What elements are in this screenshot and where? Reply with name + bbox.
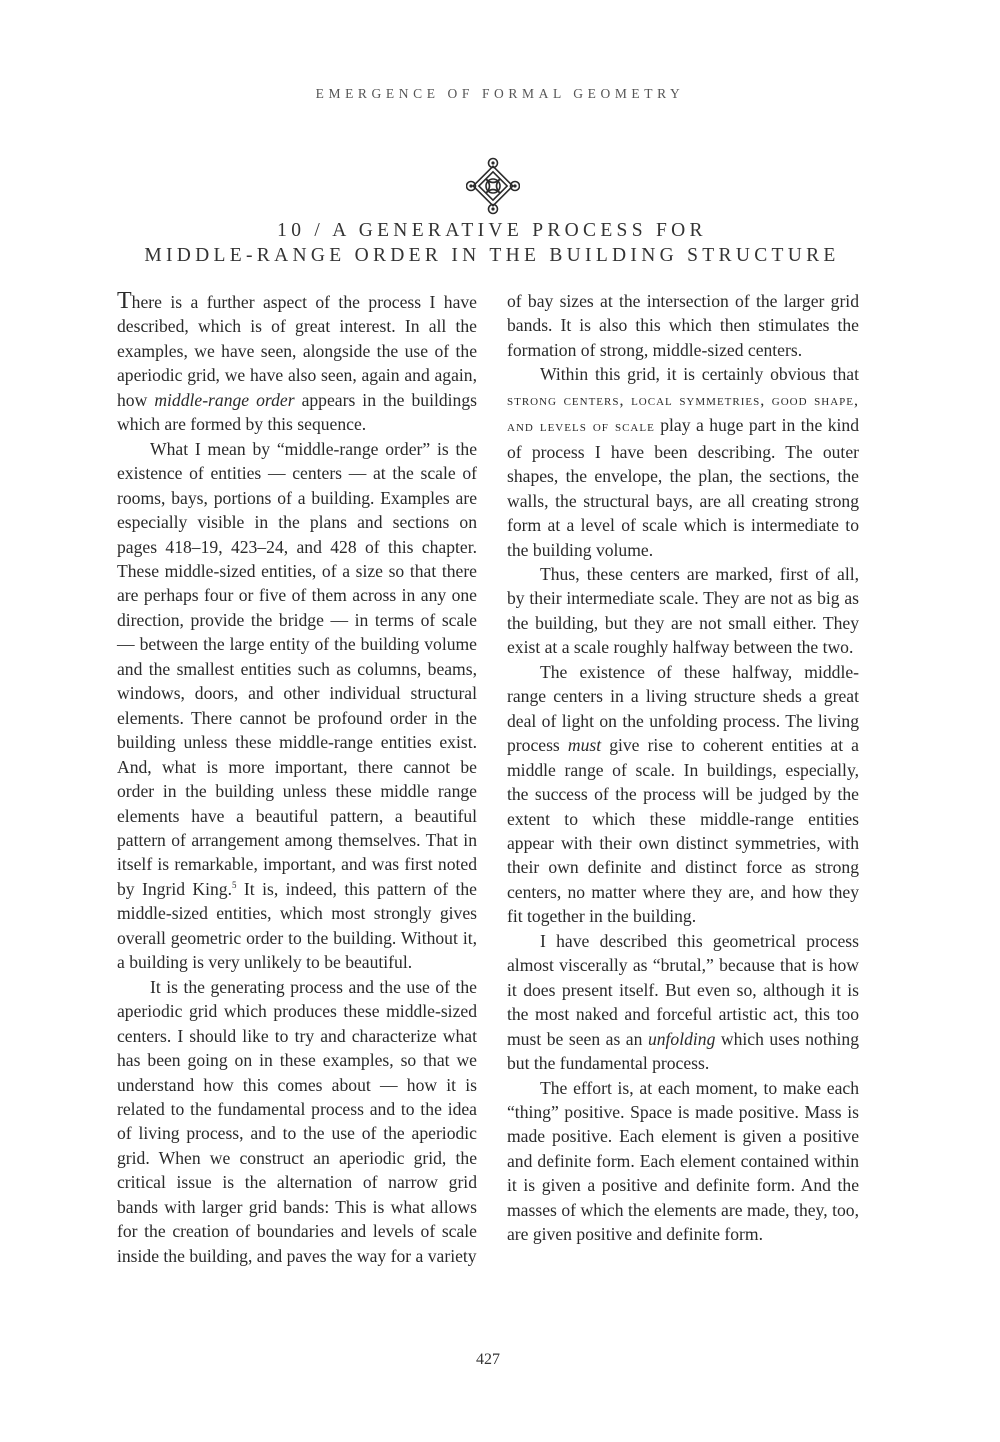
right-column — [507, 289, 859, 1247]
page-number: 427 — [476, 1351, 500, 1368]
paragraph: Within this grid, it is certainly obvious that strong centers, local symmetries, good shape, and levels of scale play a huge part in the kind of process I have been describing. The outer shapes, the envelope, the plan, the sections, the walls, the structural bays, are all creating strong form at a level of scale which is intermediate to the building volume. — [507, 364, 859, 560]
paragraph: of bay sizes at the intersection of the larger grid bands. It is also this which then stimulates the formation of strong, middle-sized centers. — [507, 291, 859, 360]
celtic-knot-ornament-icon — [466, 157, 520, 215]
paragraph: What I mean by “middle-range order” is the existence of entities — centers — at the scale of rooms, bays, portions of a building. Examples are especially visible in the plans and sections on pages 418–19, 423–24, and 428 of this chapter. These middle-sized entities, of a size so that there are perhaps four or five of them across in any one direction, provide the bridge — in terms of scale — between the large entity of the building volume and the smallest entities such as columns, beams, windows, doors, and other individual structural elements. There cannot be profound order in the building unless these middle-range entities exist. And, what is more important, there cannot be order in the building unless these middle range elements have a beautiful pattern, a beautiful pattern of arrangement among themselves. That in itself is remarkable, important, and was first noted by Ingrid King.$^5$ It is, indeed, this pattern of the middle-sized entities, which most strongly gives overall geometric order to the building. Without it, a building is very unlikely to be beautiful. — [117, 438, 477, 973]
chapter-title-line-2: MIDDLE-RANGE ORDER IN THE BUILDING STRUCTURE — [144, 245, 840, 266]
paragraph: I have described this geometrical process almost viscerally as “brutal,” because that is how it does present itself. But even so, although it is the most naked and forceful artistic act, this too must be seen as an unfolding which uses nothing but the fundamental process. — [507, 930, 859, 1074]
running-head: EMERGENCE OF FORMAL GEOMETRY — [315, 86, 685, 101]
paragraph: The existence of these halfway, middle-range centers in a living structure sheds a great deal of light on the unfolding process. The living process must give rise to coherent entities at a middle range of scale. In buildings, especially, the success of the process will be judged by the extent to which these middle-range entities appear with their own distinct symmetries, with their own definite and distinct force as strong centers, no matter where they are, and how they fit together in the building. — [507, 661, 859, 927]
chapter-title — [0, 218, 984, 268]
paragraph: There is a further aspect of the process I have described, which is of great interest. In all the examples, we have seen, alongside the use of the aperiodic grid, we have also seen, again and again, how middle-range order appears in the buildings which are formed by this sequence. — [117, 288, 477, 435]
paragraph: The effort is, at each moment, to make each “thing” positive. Space is made positive. Mass is made positive. Each element is given a positive and definite form. Each element contained within it is given a positive and definite form. And the masses of which the elements are made, they, too, are given positive and definite form. — [507, 1077, 859, 1245]
chapter-title-line-1: 10 / A GENERATIVE PROCESS FOR — [277, 220, 707, 241]
left-column — [117, 289, 477, 1268]
footnote-marker[interactable]: 5 — [232, 880, 237, 891]
small-caps-terms: strong centers, local symmetries, good shape, and levels of scale — [507, 391, 859, 436]
drop-cap: T — [117, 288, 132, 314]
paragraph: Thus, these centers are marked, first of all, by their intermediate scale. They are not as big as the building, but they are not small either. They exist at a scale roughly halfway between the two. — [507, 563, 859, 658]
paragraph: It is the generating process and the use of the aperiodic grid which produces these middle-sized centers. I should like to try and characterize what has been going on in these examples, so that we understand how this comes about — how it is related to the fundamental process and to the idea of living process, and to the use of the aperiodic grid. When we construct an aperiodic grid, the critical issue is the alternation of narrow grid bands with larger grid bands: This is what allows for the creation of boundaries and levels of scale inside the building, and paves the way for a variety — [117, 976, 477, 1266]
